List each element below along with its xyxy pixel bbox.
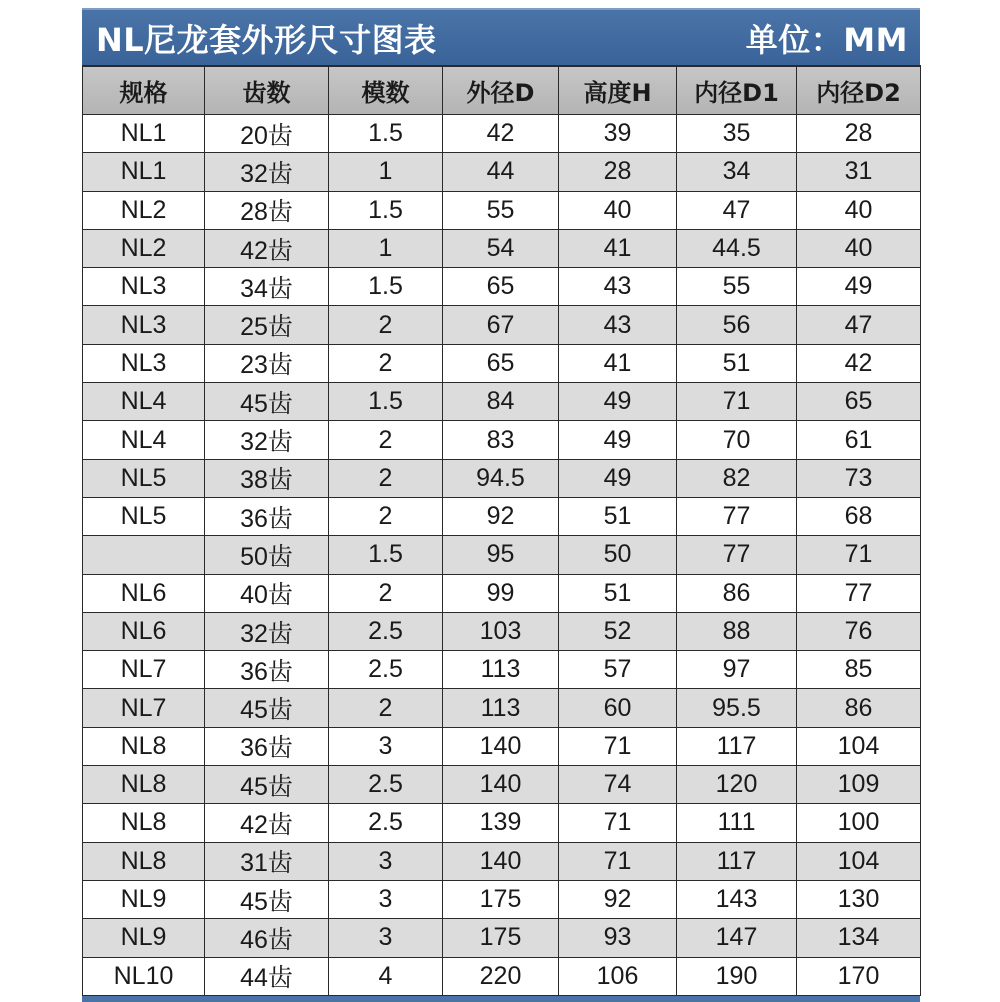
table-cell: 2 [329, 459, 443, 497]
table-cell: 45齿 [205, 383, 329, 421]
table-cell: 46齿 [205, 919, 329, 957]
table-cell: 1.5 [329, 383, 443, 421]
table-cell: 113 [443, 689, 559, 727]
table-cell: 2 [329, 306, 443, 344]
table-cell: 34 [677, 153, 797, 191]
table-cell: 32齿 [205, 612, 329, 650]
table-cell: 55 [677, 268, 797, 306]
table-cell: 40 [797, 191, 921, 229]
table-row [83, 842, 921, 880]
table-row [83, 804, 921, 842]
table-cell: NL9 [83, 919, 205, 957]
table-cell: NL8 [83, 842, 205, 880]
table-cell: 83 [443, 421, 559, 459]
table-cell: NL9 [83, 880, 205, 918]
table-cell: 139 [443, 804, 559, 842]
table-cell: 32齿 [205, 153, 329, 191]
table-cell: NL7 [83, 689, 205, 727]
table-cell: 99 [443, 574, 559, 612]
table-cell: 65 [443, 344, 559, 382]
table-cell: 74 [559, 766, 677, 804]
table-row [83, 191, 921, 229]
table-cell: 4 [329, 957, 443, 995]
table-cell: 51 [559, 497, 677, 535]
table-cell: 2.5 [329, 612, 443, 650]
table-cell: 120 [677, 766, 797, 804]
table-cell: 85 [797, 651, 921, 689]
table-row [83, 421, 921, 459]
bottom-strip [82, 996, 920, 1002]
table-cell: 71 [677, 383, 797, 421]
table-cell: 28齿 [205, 191, 329, 229]
table-cell: 34齿 [205, 268, 329, 306]
unit-label: 单位：MM [745, 20, 908, 59]
table-cell: 100 [797, 804, 921, 842]
table-cell: 93 [559, 919, 677, 957]
table-cell: 3 [329, 880, 443, 918]
table-row [83, 153, 921, 191]
table-row [83, 957, 921, 995]
table-cell: 40 [797, 229, 921, 267]
table-cell: 50 [559, 536, 677, 574]
table-cell: 140 [443, 766, 559, 804]
table-cell: 76 [797, 612, 921, 650]
table-cell: 40 [559, 191, 677, 229]
table-cell: 49 [797, 268, 921, 306]
table-cell: 143 [677, 880, 797, 918]
table-cell: 49 [559, 459, 677, 497]
table-cell: 2.5 [329, 804, 443, 842]
table-cell: 23齿 [205, 344, 329, 382]
dimension-table [82, 65, 921, 996]
table-cell: 55 [443, 191, 559, 229]
table-row [83, 651, 921, 689]
table-cell: NL7 [83, 651, 205, 689]
table-cell: 36齿 [205, 727, 329, 765]
table-cell: 28 [559, 153, 677, 191]
table-cell: 134 [797, 919, 921, 957]
table-cell: 113 [443, 651, 559, 689]
table-cell: 44.5 [677, 229, 797, 267]
table-cell: 92 [559, 880, 677, 918]
table-cell: 2 [329, 574, 443, 612]
table-cell: 175 [443, 919, 559, 957]
table-cell: 3 [329, 919, 443, 957]
table-cell: 73 [797, 459, 921, 497]
header-row [83, 66, 921, 115]
table-cell: 95 [443, 536, 559, 574]
table-cell: 175 [443, 880, 559, 918]
table-cell: 56 [677, 306, 797, 344]
table-cell: 49 [559, 421, 677, 459]
column-header: 外径D [443, 66, 559, 115]
table-cell: 54 [443, 229, 559, 267]
table-cell: 2 [329, 344, 443, 382]
table-cell: 35 [677, 115, 797, 153]
table-cell: NL5 [83, 497, 205, 535]
table-row [83, 459, 921, 497]
table-cell: 44齿 [205, 957, 329, 995]
table-cell: 32齿 [205, 421, 329, 459]
table-cell: NL5 [83, 459, 205, 497]
column-header: 高度H [559, 66, 677, 115]
table-cell: 106 [559, 957, 677, 995]
table-cell: 170 [797, 957, 921, 995]
table-cell: 71 [797, 536, 921, 574]
column-header: 模数 [329, 66, 443, 115]
table-cell: NL10 [83, 957, 205, 995]
table-row [83, 727, 921, 765]
table-cell: 77 [677, 536, 797, 574]
table-cell: 60 [559, 689, 677, 727]
table-cell: 103 [443, 612, 559, 650]
table-cell: 82 [677, 459, 797, 497]
table-cell: NL6 [83, 612, 205, 650]
table-cell: 40齿 [205, 574, 329, 612]
table-cell: NL2 [83, 229, 205, 267]
dimension-chart-sheet [82, 8, 920, 1002]
table-row [83, 574, 921, 612]
table-cell: 1 [329, 153, 443, 191]
table-cell: 2 [329, 689, 443, 727]
column-header: 齿数 [205, 66, 329, 115]
table-cell: 39 [559, 115, 677, 153]
table-cell: 2.5 [329, 651, 443, 689]
table-cell: 130 [797, 880, 921, 918]
table-cell: NL8 [83, 727, 205, 765]
table-cell: 38齿 [205, 459, 329, 497]
table-cell: 140 [443, 727, 559, 765]
column-header: 内径D2 [797, 66, 921, 115]
table-cell: NL8 [83, 804, 205, 842]
table-cell: 92 [443, 497, 559, 535]
table-cell: NL4 [83, 421, 205, 459]
table-cell: 104 [797, 842, 921, 880]
table-cell: 111 [677, 804, 797, 842]
table-cell: 36齿 [205, 497, 329, 535]
table-cell: 140 [443, 842, 559, 880]
table-cell: 2 [329, 421, 443, 459]
table-cell: 220 [443, 957, 559, 995]
table-cell: 97 [677, 651, 797, 689]
table-cell: 49 [559, 383, 677, 421]
table-cell: 31齿 [205, 842, 329, 880]
table-cell: 71 [559, 727, 677, 765]
table-cell: 109 [797, 766, 921, 804]
table-cell: 41 [559, 229, 677, 267]
table-cell: NL2 [83, 191, 205, 229]
table-cell: 65 [797, 383, 921, 421]
table-row [83, 306, 921, 344]
table-cell: 1.5 [329, 268, 443, 306]
table-cell: 42齿 [205, 804, 329, 842]
chart-title: NL尼龙套外形尺寸图表 [96, 20, 437, 59]
table-cell: 1.5 [329, 191, 443, 229]
table-row [83, 344, 921, 382]
table-cell: 36齿 [205, 651, 329, 689]
table-cell: 88 [677, 612, 797, 650]
table-cell: NL3 [83, 306, 205, 344]
table-cell: 45齿 [205, 880, 329, 918]
table-cell: 65 [443, 268, 559, 306]
table-cell: 2.5 [329, 766, 443, 804]
table-cell: 43 [559, 306, 677, 344]
table-cell: 20齿 [205, 115, 329, 153]
table-row [83, 612, 921, 650]
table-cell: 50齿 [205, 536, 329, 574]
table-cell: 190 [677, 957, 797, 995]
table-cell: 1.5 [329, 536, 443, 574]
table-cell: 71 [559, 804, 677, 842]
table-cell: NL1 [83, 153, 205, 191]
table-cell: 71 [559, 842, 677, 880]
table-cell: 43 [559, 268, 677, 306]
table-cell: 45齿 [205, 689, 329, 727]
table-cell: NL1 [83, 115, 205, 153]
table-cell: 42 [797, 344, 921, 382]
table-cell: 104 [797, 727, 921, 765]
table-row [83, 880, 921, 918]
table-cell: NL8 [83, 766, 205, 804]
table-cell: 3 [329, 727, 443, 765]
table-cell: 52 [559, 612, 677, 650]
table-cell: 47 [797, 306, 921, 344]
column-header: 规格 [83, 66, 205, 115]
table-cell: 51 [677, 344, 797, 382]
table-cell: NL6 [83, 574, 205, 612]
table-cell: 94.5 [443, 459, 559, 497]
table-row [83, 689, 921, 727]
table-cell: 25齿 [205, 306, 329, 344]
table-cell [83, 536, 205, 574]
table-row [83, 497, 921, 535]
table-cell: 31 [797, 153, 921, 191]
table-cell: NL4 [83, 383, 205, 421]
table-cell: 61 [797, 421, 921, 459]
table-cell: 28 [797, 115, 921, 153]
table-cell: 47 [677, 191, 797, 229]
table-cell: 1.5 [329, 115, 443, 153]
table-row [83, 766, 921, 804]
table-cell: 42齿 [205, 229, 329, 267]
table-cell: 95.5 [677, 689, 797, 727]
table-cell: NL3 [83, 268, 205, 306]
table-row [83, 229, 921, 267]
table-cell: 2 [329, 497, 443, 535]
table-row [83, 383, 921, 421]
table-cell: 77 [677, 497, 797, 535]
table-cell: 147 [677, 919, 797, 957]
table-cell: 77 [797, 574, 921, 612]
table-row [83, 919, 921, 957]
table-cell: NL3 [83, 344, 205, 382]
table-cell: 84 [443, 383, 559, 421]
table-cell: 70 [677, 421, 797, 459]
table-row [83, 115, 921, 153]
table-cell: 68 [797, 497, 921, 535]
table-cell: 57 [559, 651, 677, 689]
table-cell: 51 [559, 574, 677, 612]
table-cell: 41 [559, 344, 677, 382]
table-body [83, 115, 921, 996]
table-cell: 3 [329, 842, 443, 880]
table-cell: 45齿 [205, 766, 329, 804]
table-cell: 42 [443, 115, 559, 153]
table-cell: 44 [443, 153, 559, 191]
table-cell: 86 [677, 574, 797, 612]
table-cell: 67 [443, 306, 559, 344]
title-bar [82, 8, 920, 65]
table-cell: 1 [329, 229, 443, 267]
table-cell: 86 [797, 689, 921, 727]
table-cell: 117 [677, 842, 797, 880]
table-row [83, 536, 921, 574]
table-cell: 117 [677, 727, 797, 765]
column-header: 内径D1 [677, 66, 797, 115]
table-row [83, 268, 921, 306]
